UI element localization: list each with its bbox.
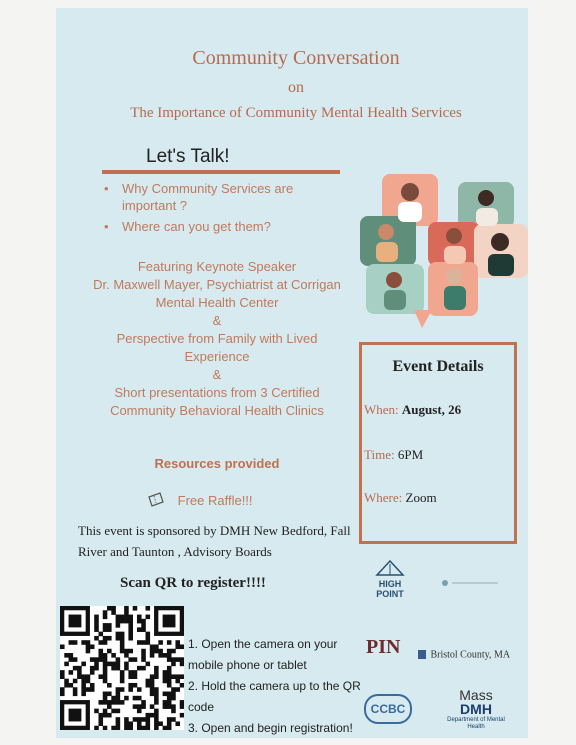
speakers-section [86,258,348,420]
step-item: 1. Open the camera on your mobile phone or tablet [188,637,338,672]
when-value: August, 26 [401,402,462,417]
registration-steps [188,634,368,739]
where-label: Where: [364,490,403,505]
ampersand: & [212,313,222,328]
event-where [364,490,437,506]
raffle-text: Free Raffle!!! [177,492,253,508]
ticket-icon [146,492,166,511]
page-title: Community Conversation [192,47,400,69]
event-time [364,447,423,463]
when-label: When: [364,402,399,417]
sponsor-note: This event is sponsored by DMH New Bedford, Fall River and Taunton , Advisory Boards [78,523,351,559]
event-when [364,402,461,418]
ccbc-text: CCBC [370,702,406,716]
time-value: 6PM [397,447,424,462]
keynote-speaker: Dr. Maxwell Mayer, Psychiatrist at Corrigan Mental Health Center [93,277,341,310]
title-connector: on [288,79,304,96]
nami-text: Bristol County, MA [430,649,511,661]
partner-logo [440,576,500,588]
ccbc-logo [364,694,412,724]
triangle-icon [375,560,405,576]
time-label: Time: [364,447,395,462]
family-perspective: Perspective from Family with Lived Experience [116,331,318,364]
lets-talk-heading: Let's Talk! [146,146,230,167]
registration-qr-code[interactable] [60,606,184,730]
featuring-label: Featuring Keynote Speaker [137,259,297,274]
step-item: 2. Hold the camera up to the QR code [188,679,361,714]
topic-item: • Why Community Services are important ? [104,180,334,214]
scan-heading: Scan QR to register!!!! [120,575,266,591]
topic-item: • Where can you get them? [104,218,334,235]
page-subtitle: The Importance of Community Mental Health Services [130,105,462,121]
high-point-logo [370,560,410,599]
high-point-text: HIGH POINT [376,579,404,599]
resources-note: Resources provided [154,456,280,471]
dmh-department-text: Department of Mental Health [447,717,505,730]
clinic-presentations: Short presentations from 3 Certified Community Behavioral Health Clinics [110,385,324,418]
nami-mark-icon [418,650,426,659]
event-details-title: Event Details [392,358,484,375]
discussion-topics [104,180,334,239]
mass-text: Mass [459,687,493,703]
mass-dmh-logo [444,688,508,731]
pin-logo: PIN [366,636,401,658]
dmh-text: DMH [460,701,492,717]
ampersand: & [212,367,222,382]
step-item: 3. Open and begin registration! [188,721,353,735]
where-value: Zoom [405,490,437,505]
heading-underline [102,170,340,174]
raffle-row [146,492,253,511]
nami-logo [418,646,526,664]
people-illustration [350,168,528,340]
